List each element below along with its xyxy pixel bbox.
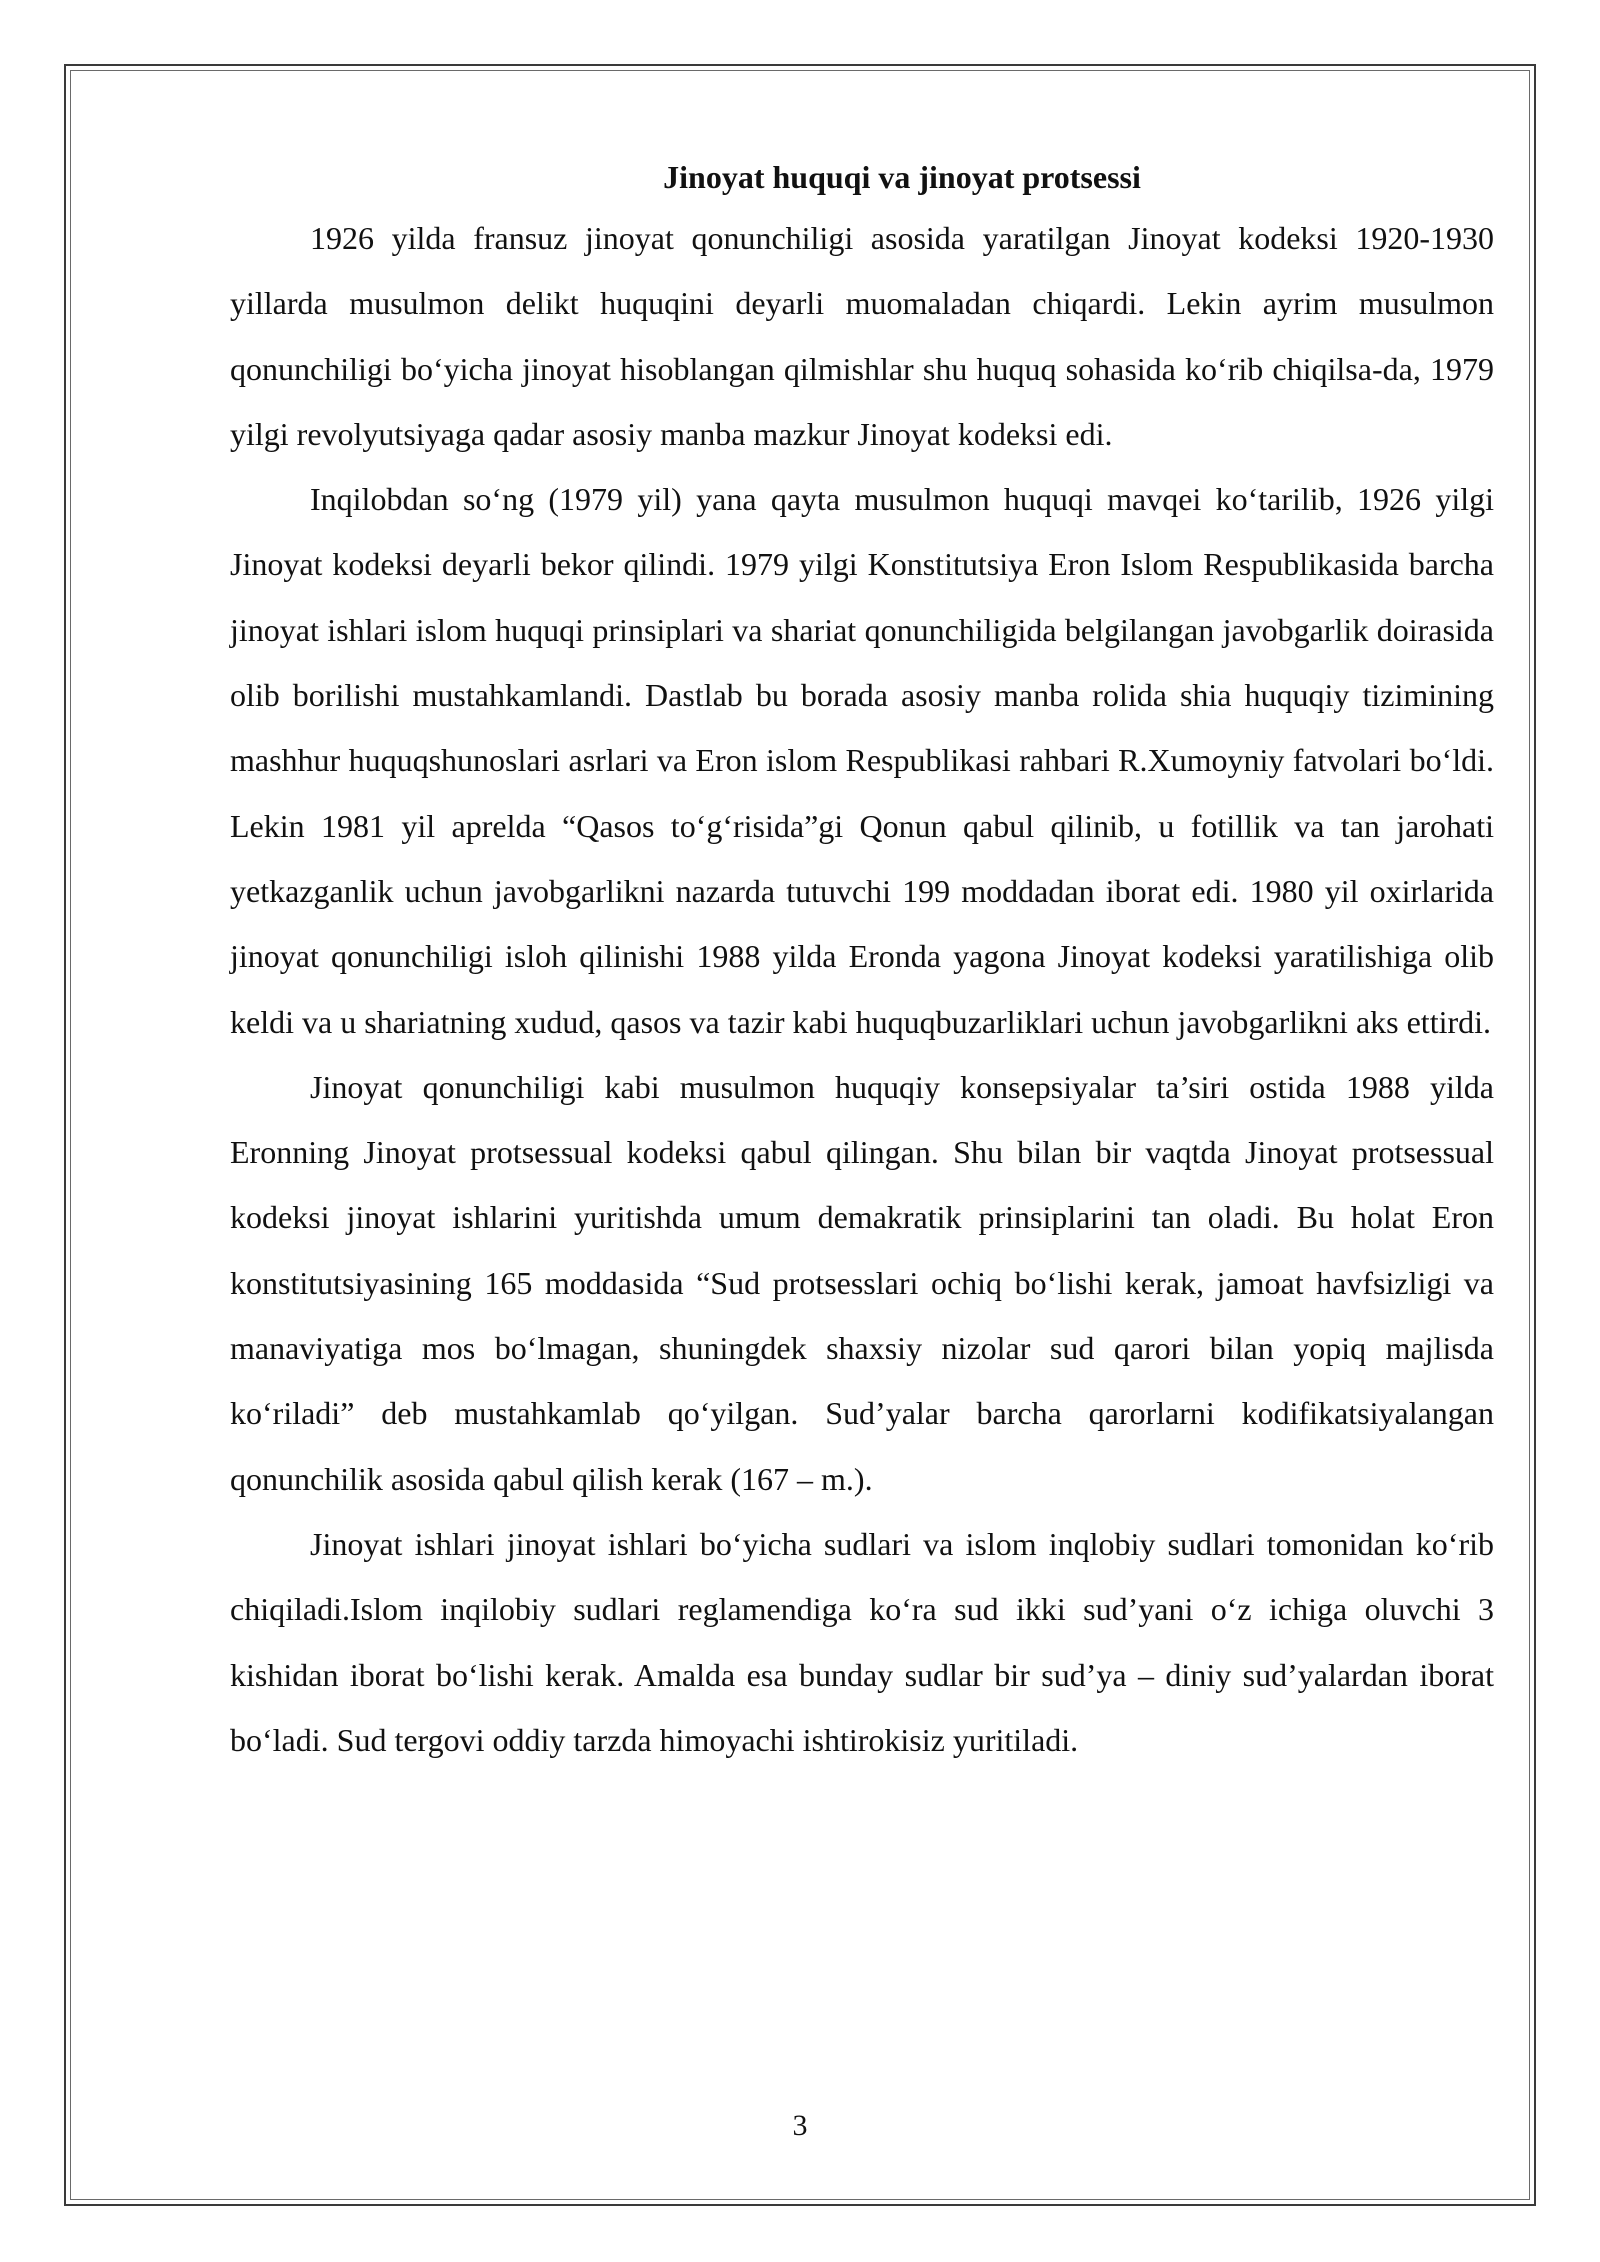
document-body — [230, 148, 1494, 1773]
paragraph: Jinoyat qonunchiligi kabi musulmon huquqiy konsepsiyalar ta’siri ostida 1988 yilda Eronning Jinoyat protsessual kodeksi qabul qilingan. Shu bilan bir vaqtda Jinoyat protsessual kodeksi jinoyat ishlarini yuritishda umum demakratik prinsiplarini tan oladi. Bu holat Eron konstitutsiyasining 165 moddasida “Sud protsesslari ochiq bo‘lishi kerak, jamoat havfsizligi va manaviyatiga mos bo‘lmagan, shuningdek shaxsiy nizolar sud qarori bilan yopiq majlisda ko‘riladi” deb mustahkamlab qo‘yilgan. Sud’yalar barcha qarorlarni kodifikatsiyalangan qonunchilik asosida qabul qilish kerak (167 – m.). — [230, 1068, 1494, 1497]
paragraph: Inqilobdan so‘ng (1979 yil) yana qayta musulmon huquqi mavqei ko‘tarilib, 1926 yilgi Jinoyat kodeksi deyarli bekor qilindi. 1979 yilgi Konstitutsiya Eron Islom Respublikasida barcha jinoyat ishlari islom huquqi prinsiplari va shariat qonunchiligida belgilangan javobgarlik doirasida olib borilishi mustahkamlandi. Dastlab bu borada asosiy manba rolida shia huquqiy tizimining mashhur huquqshunoslari asrlari va Eron islom Respublikasi rahbari R.Xumoyniy fatvolari bo‘ldi. Lekin 1981 yil aprelda “Qasos to‘g‘risida”gi Qonun qabul qilinib, u fotillik va tan jarohati yetkazganlik uchun javobgarlikni nazarda tutuvchi 199 moddadan iborat edi. 1980 yil oxirlarida jinoyat qonunchiligi isloh qilinishi 1988 yilda Eronda yagona Jinoyat kodeksi yaratilishiga olib keldi va u shariatning xudud, qasos va tazir kabi huquqbuzarliklari uchun javobgarlikni aks ettirdi. — [230, 481, 1494, 1040]
paragraph: Jinoyat ishlari jinoyat ishlari bo‘yicha sudlari va islom inqlobiy sudlari tomonidan ko‘rib chiqiladi.Islom inqilobiy sudlari reglamendiga ko‘ra sud ikki sud’yani o‘z ichiga oluvchi 3 kishidan iborat bo‘lishi kerak. Amalda esa bunday sudlar bir sud’ya – diniy sud’yalardan iborat bo‘ladi. Sud tergovi oddiy tarzda himoyachi ishtirokisiz yuritiladi. — [230, 1525, 1494, 1758]
page-number: 3 — [792, 2109, 808, 2142]
paragraph: 1926 yilda fransuz jinoyat qonunchiligi asosida yaratilgan Jinoyat kodeksi 1920-1930 yillarda musulmon delikt huquqini deyarli muomaladan chiqardi. Lekin ayrim musulmon qonunchiligi bo‘yicha jinoyat hisoblangan qilmishlar shu huquq sohasida ko‘rib chiqilsa-da, 1979 yilgi revolyutsiyaga qadar asosiy manba mazkur Jinoyat kodeksi edi. — [230, 220, 1494, 452]
document-title: Jinoyat huquqi va jinoyat protsessi — [663, 159, 1141, 195]
